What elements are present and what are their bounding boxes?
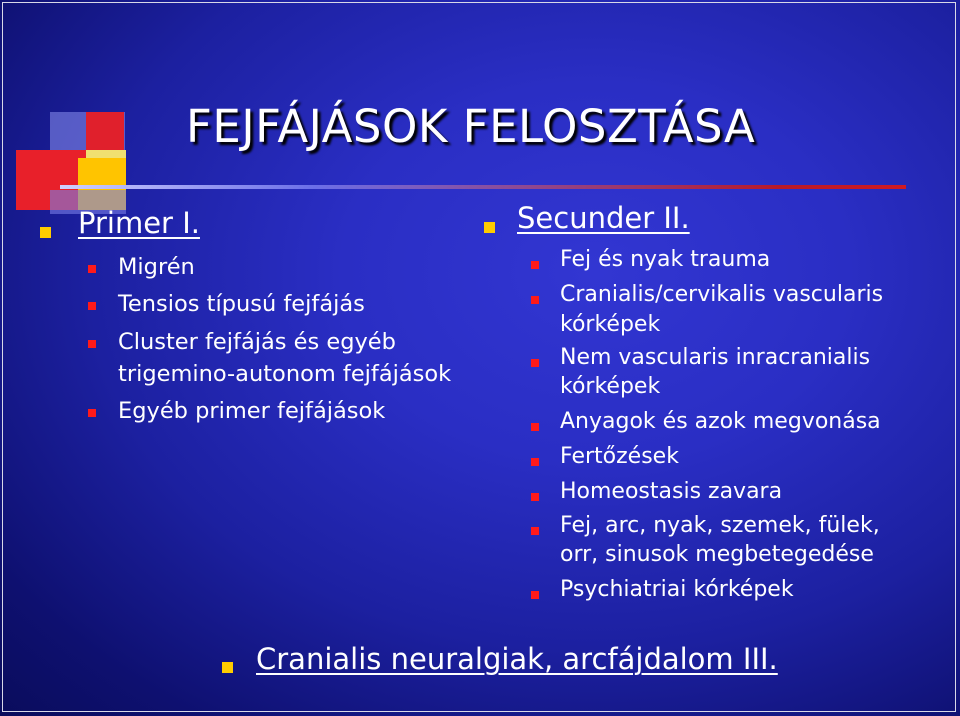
- list-item: Anyagok és azok megvonása: [560, 409, 881, 434]
- sub-bullet-icon: [531, 296, 539, 304]
- sub-bullet-icon: [88, 302, 96, 310]
- list-item: Egyéb primer fejfájások: [118, 398, 386, 424]
- sub-bullet-icon: [88, 265, 96, 273]
- sub-bullet-icon: [531, 423, 539, 431]
- list-item-cont: trigemino-autonom fejfájások: [118, 361, 452, 387]
- sub-bullet-icon: [88, 340, 96, 348]
- tertiary-bullet-icon: [222, 662, 233, 673]
- sub-bullet-icon: [531, 493, 539, 501]
- sub-bullet-icon: [531, 527, 539, 535]
- list-item: Homeostasis zavara: [560, 479, 783, 504]
- title-divider: [60, 185, 906, 189]
- sub-bullet-icon: [531, 591, 539, 599]
- slide-title: FEJFÁJÁSOK FELOSZTÁSA: [186, 100, 756, 153]
- secondary-bullet-icon: [484, 222, 495, 233]
- list-item: Cranialis/cervikalis vascularis: [560, 282, 884, 307]
- list-item: Cluster fejfájás és egyéb: [118, 329, 396, 355]
- secunder-heading: Secunder II.: [517, 201, 690, 235]
- list-item: Psychiatriai kórképek: [560, 577, 794, 602]
- primary-bullet-icon: [40, 227, 51, 238]
- list-item: Fertőzések: [560, 444, 679, 469]
- sub-bullet-icon: [531, 458, 539, 466]
- list-item-cont: kórképek: [560, 374, 661, 399]
- sub-bullet-icon: [531, 261, 539, 269]
- primer-heading: Primer I.: [78, 206, 200, 240]
- list-item: Fej és nyak trauma: [560, 247, 771, 272]
- list-item: Nem vascularis inracranialis: [560, 345, 871, 370]
- list-item: Fej, arc, nyak, szemek, fülek,: [560, 513, 880, 538]
- sub-bullet-icon: [88, 409, 96, 417]
- list-item: Migrén: [118, 254, 195, 280]
- list-item-cont: kórképek: [560, 312, 661, 337]
- list-item-cont: orr, sinusok megbetegedése: [560, 542, 874, 567]
- sub-bullet-icon: [531, 359, 539, 367]
- cranialis-heading: Cranialis neuralgiak, arcfájdalom III.: [256, 642, 778, 676]
- list-item: Tensios típusú fejfájás: [118, 291, 365, 317]
